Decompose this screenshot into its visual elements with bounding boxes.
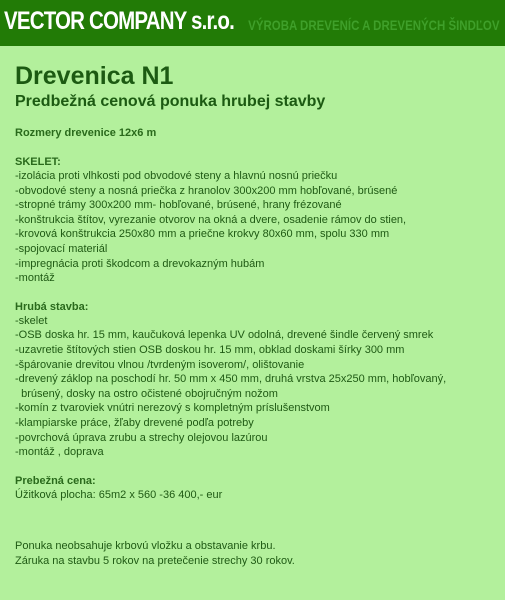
hruba-stavba-heading: Hrubá stavba: xyxy=(15,300,89,313)
list-item: -komín z tvaroviek vnútri nerezový s kompletným príslušenstvom xyxy=(15,402,330,415)
page-title: Drevenica N1 xyxy=(15,62,174,90)
list-item: -OSB doska hr. 15 mm, kaučuková lepenka UV odolná, drevené šindle červený smrek xyxy=(15,329,434,342)
list-item: -stropné trámy 300x200 mm- hobľované, brúsené, hrany frézované xyxy=(15,199,342,212)
page-subtitle: Predbežná cenová ponuka hrubej stavby xyxy=(15,93,326,110)
note-line: Ponuka neobsahuje krbovú vložku a obstavanie krbu. xyxy=(15,539,276,552)
list-item: -špárovanie drevitou vlnou /tvrdeným isoverom/, olištovanie xyxy=(15,358,305,371)
list-item: -krovová konštrukcia 250x80 mm a priečne krokvy 80x60 mm, spolu 330 mm xyxy=(15,228,390,241)
list-item: -povrchová úprava zrubu a strechy olejovou lazúrou xyxy=(15,431,268,444)
dimensions-line: Rozmery drevenice 12x6 m xyxy=(15,127,157,139)
skelet-heading: SKELET: xyxy=(15,156,61,168)
list-item: -obvodové steny a nosná priečka z hranolov 300x200 mm hobľované, brúsené xyxy=(15,184,398,197)
list-item: -skelet xyxy=(15,314,48,327)
list-item: -uzavretie štítových stien OSB doskou hr. 15 mm, obklad doskami šírky 300 mm xyxy=(15,343,405,356)
list-item: -spojovací materiál xyxy=(15,242,108,255)
note-line: Záruka na stavbu 5 rokov na pretečenie strechy 30 rokov. xyxy=(15,554,295,567)
list-item: -klampiarske práce, žľaby drevené podľa potreby xyxy=(15,416,254,429)
list-item: -izolácia proti vlhkosti pod obvodové steny a hlavnú nosnú priečku xyxy=(15,170,338,182)
price-heading: Prebežná cena: xyxy=(15,474,96,487)
list-item: -montáž , doprava xyxy=(15,446,104,459)
skelet-list xyxy=(15,169,500,286)
list-item: -montáž xyxy=(15,272,55,285)
company-name: VECTOR COMPANY s.r.o. xyxy=(4,7,234,35)
header-banner xyxy=(0,0,505,46)
hruba-stavba-list xyxy=(15,314,500,460)
list-item: -drevený záklop na poschodí hr. 50 mm x 450 mm, druhá vrstva 25x250 mm, hobľovaný, xyxy=(15,373,447,386)
company-tagline: VÝROBA DREVENÍC A DREVENÝCH ŠINDĽOV xyxy=(247,17,499,33)
list-item: -impregnácia proti škodcom a drevokazným hubám xyxy=(15,257,265,270)
price-line: Úžitková plocha: 65m2 x 560 -36 400,- eur xyxy=(15,488,223,501)
list-item: -konštrukcia štítov, vyrezanie otvorov na okná a dvere, osadenie rámov do stien, xyxy=(15,213,407,226)
list-item: brúsený, dosky na ostro očistené obojručným nožom xyxy=(15,387,278,400)
document-content xyxy=(15,62,500,569)
